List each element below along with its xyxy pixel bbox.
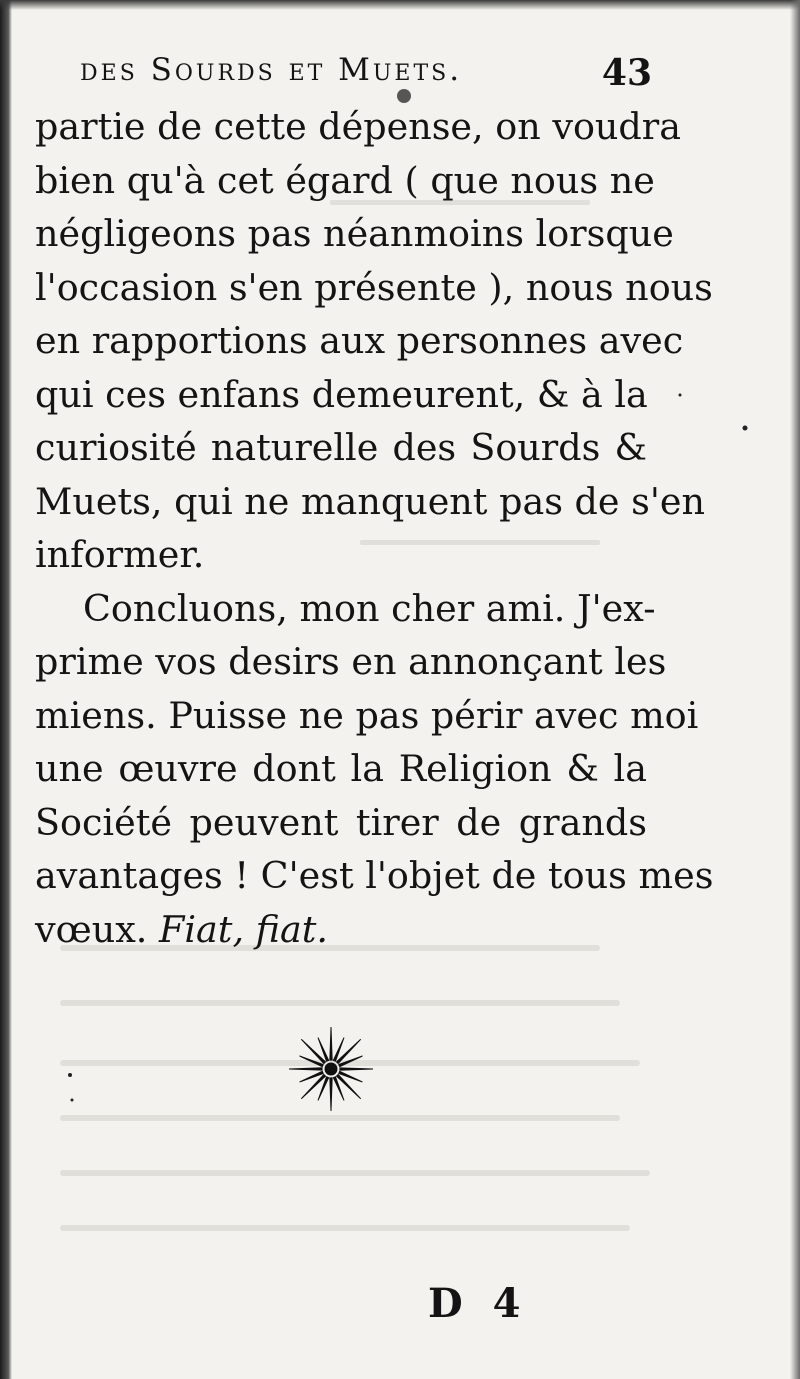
- text-line: Société peuvent tirer de grands: [35, 800, 647, 844]
- text-line: informer.: [35, 533, 205, 576]
- text-line: Concluons, mon cher ami. J'ex-: [83, 586, 656, 630]
- text-line: partie de cette dépense, on voudra: [35, 105, 682, 148]
- body-text: [35, 100, 714, 956]
- fleuron-petal: [330, 1078, 332, 1111]
- fleuron-petal: [340, 1068, 373, 1070]
- fleuron-petal: [289, 1068, 322, 1070]
- closing-line: [35, 903, 647, 957]
- fleuron-petal: [336, 1074, 360, 1098]
- fleuron-ornament-icon: [287, 1025, 375, 1113]
- closing-italic: Fiat, fiat.: [159, 907, 329, 951]
- text-line: vœux.: [35, 907, 148, 951]
- text-line: qui ces enfans demeurent, & à la: [35, 372, 648, 416]
- text-line: en rapportions aux personnes avec: [35, 319, 684, 362]
- scan-edge-right: [790, 0, 800, 1379]
- text-line: une œuvre dont la Religion & la: [35, 747, 647, 790]
- text-line: avantages ! C'est l'objet de tous mes: [35, 854, 714, 897]
- scan-edge-left: [0, 0, 12, 1379]
- running-head: [80, 52, 660, 92]
- fleuron-petal: [301, 1074, 325, 1098]
- text-line: bien qu'à cet égard ( que nous ne: [35, 158, 655, 202]
- fleuron-petal: [330, 1027, 332, 1060]
- text-line: prime vos desirs en annonçant les: [35, 640, 667, 683]
- scan-edge-top: [0, 0, 800, 10]
- text-line: l'occasion s'en présente ), nous nous: [35, 265, 713, 309]
- signature-mark: D 4: [428, 1280, 529, 1327]
- page-number: 43: [601, 52, 652, 94]
- text-line: miens. Puisse ne pas périr avec moi: [35, 693, 699, 737]
- text-line: curiosité naturelle des Sourds &: [35, 426, 647, 469]
- fleuron-petal: [301, 1039, 325, 1063]
- text-line: Muets, qui ne manquent pas de s'en: [35, 479, 705, 523]
- fleuron-petal: [336, 1039, 360, 1063]
- text-line: négligeons pas néanmoins lorsque: [35, 212, 674, 255]
- running-title: des Sourds et Muets.: [80, 52, 463, 88]
